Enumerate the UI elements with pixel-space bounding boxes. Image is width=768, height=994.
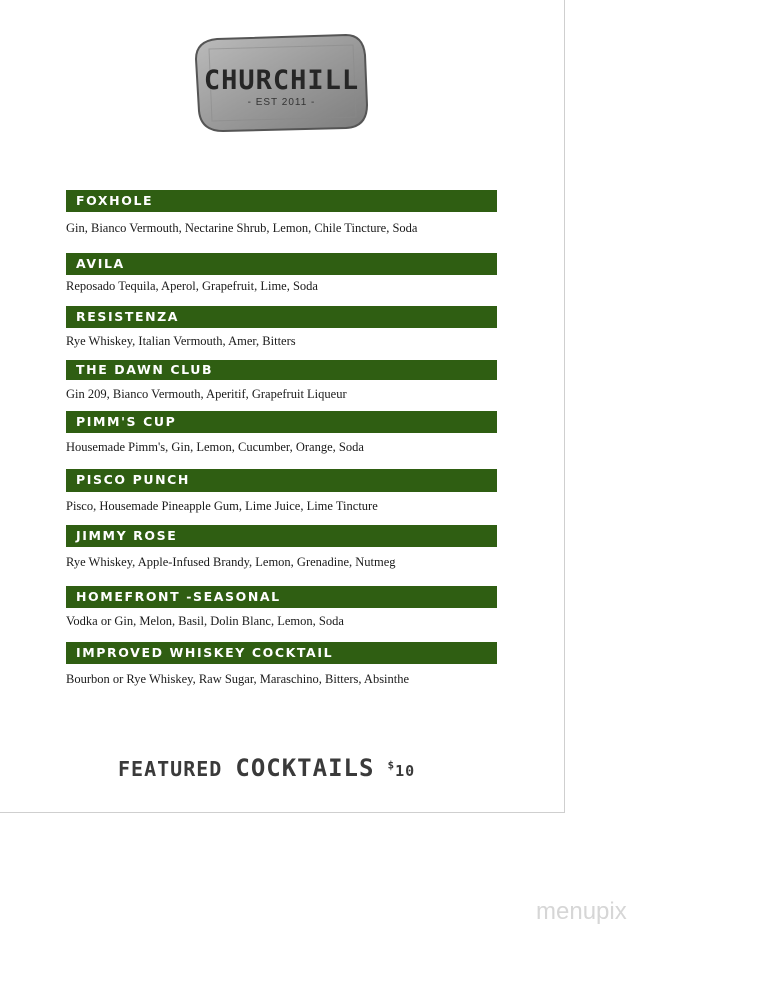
menu-item-name: IMPROVED WHISKEY COCKTAIL <box>66 642 497 664</box>
menu-item-name: HOMEFRONT -SEASONAL <box>66 586 497 608</box>
featured-cocktails-heading <box>118 754 415 782</box>
menu-item-name: RESISTENZA <box>66 306 497 328</box>
price-value: 10 <box>395 762 416 780</box>
menu-item-description: Gin, Bianco Vermouth, Nectarine Shrub, Lemon, Chile Tincture, Soda <box>66 221 418 235</box>
menu-item-name: AVILA <box>66 253 497 275</box>
featured-label: FEATURED <box>118 757 223 781</box>
menu-item-name: JIMMY ROSE <box>66 525 497 547</box>
menu-item-name: THE DAWN CLUB <box>66 360 497 380</box>
menu-item-description: Vodka or Gin, Melon, Basil, Dolin Blanc, Lemon, Soda <box>66 614 344 628</box>
menu-item-name: PISCO PUNCH <box>66 469 497 492</box>
menu-item-description: Rye Whiskey, Apple-Infused Brandy, Lemon, Grenadine, Nutmeg <box>66 555 396 569</box>
menu-item-description: Rye Whiskey, Italian Vermouth, Amer, Bitters <box>66 334 296 348</box>
price-currency: $ <box>387 758 396 772</box>
menu-item-description: Gin 209, Bianco Vermouth, Aperitif, Grapefruit Liqueur <box>66 387 347 401</box>
cocktails-label: COCKTAILS <box>235 754 375 782</box>
menupix-watermark: menupix <box>536 898 627 925</box>
menu-item-description: Reposado Tequila, Aperol, Grapefruit, Lime, Soda <box>66 279 318 293</box>
menu-item-name: FOXHOLE <box>66 190 497 212</box>
menu-item-description: Pisco, Housemade Pineapple Gum, Lime Juice, Lime Tincture <box>66 499 378 513</box>
menu-item-description: Housemade Pimm's, Gin, Lemon, Cucumber, Orange, Soda <box>66 440 364 454</box>
logo-est: - EST 2011 - <box>247 97 316 108</box>
churchill-logo <box>193 33 370 132</box>
menu-item-name: PIMM'S CUP <box>66 411 497 433</box>
menu-item-description: Bourbon or Rye Whiskey, Raw Sugar, Maraschino, Bitters, Absinthe <box>66 672 410 686</box>
logo-name: CHURCHILL <box>203 65 360 96</box>
